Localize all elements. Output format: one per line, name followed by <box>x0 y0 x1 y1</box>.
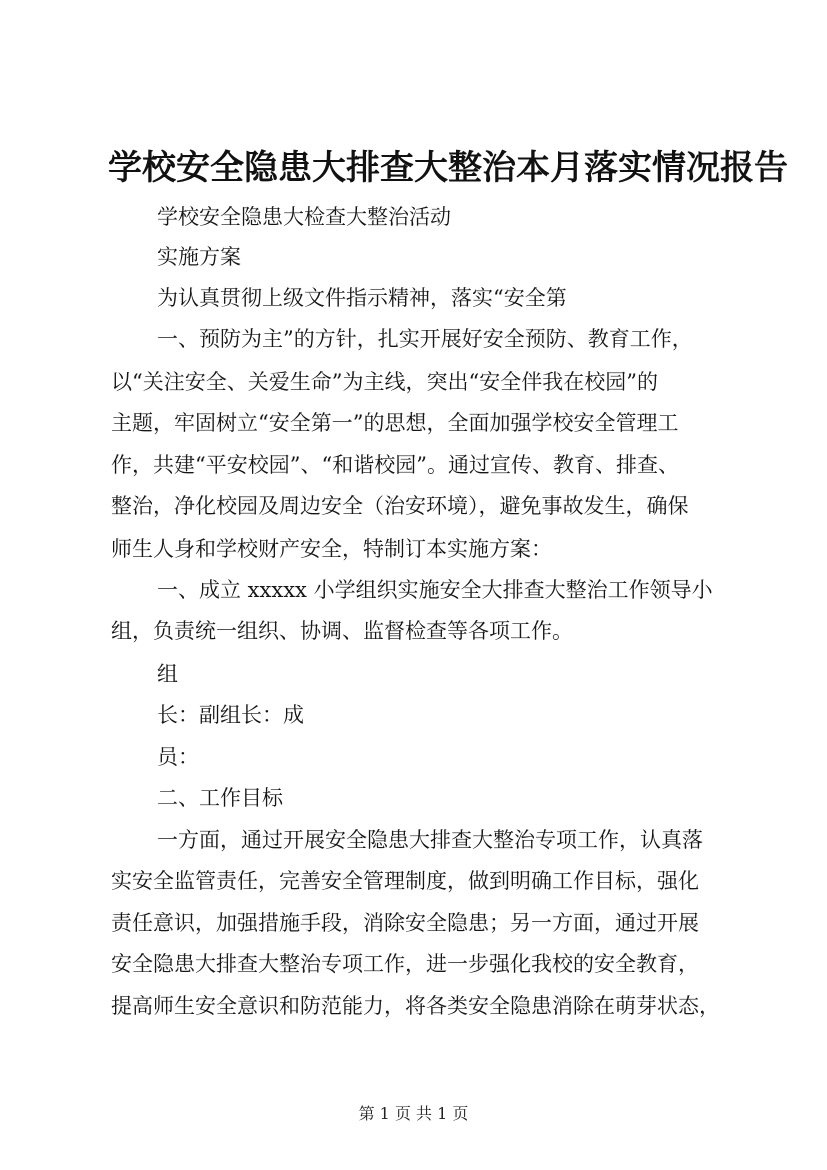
text-line-10: 一、成立 xxxxx 小学组织实施安全大排查大整治工作领导小 <box>157 578 713 602</box>
text-line-8: 整治，净化校园及周边安全（治安环境），避免事故发生，确保 <box>111 494 689 518</box>
text-line-7: 作，共建“平安校园”、“和谐校园”。通过宣传、教育、排查、 <box>111 453 679 477</box>
text-line-9: 师生人身和学校财产安全，特制订本实施方案： <box>111 537 552 561</box>
text-line-11: 组，负责统一组织、协调、监督检查等各项工作。 <box>111 619 573 643</box>
text-line-20: 提高师生安全意识和防范能力，将各类安全隐患消除在萌芽状态， <box>111 994 720 1018</box>
text-line-19: 安全隐患大排查大整治专项工作，进一步强化我校的安全教育， <box>111 952 699 976</box>
text-line-14: 员： <box>157 745 199 769</box>
text-line-16: 一方面，通过开展安全隐患大排查大整治专项工作，认真落 <box>157 828 703 852</box>
text-line-5: 以“关注安全、关爱生命”为主线，突出“安全伴我在校园”的 <box>111 370 658 394</box>
text-line-17: 实安全监管责任，完善安全管理制度，做到明确工作目标，强化 <box>111 869 699 893</box>
document-title: 学校安全隐患大排查大整治本月落实情况报告 <box>108 148 788 188</box>
text-line-12: 组 <box>157 662 178 686</box>
page-footer: 第 1 页 共 1 页 <box>358 1104 469 1123</box>
text-line-1: 学校安全隐患大检查大整治活动 <box>157 205 451 229</box>
text-line-13: 长：副组长：成 <box>157 703 304 727</box>
text-line-3: 为认真贯彻上级文件指示精神，落实“安全第 <box>157 286 567 310</box>
text-line-4: 一、预防为主”的方针，扎实开展好安全预防、教育工作， <box>157 327 693 351</box>
text-line-6: 主题，牢固树立“安全第一”的思想，全面加强学校安全管理工 <box>111 411 679 435</box>
text-line-15: 二、工作目标 <box>157 786 283 810</box>
text-line-18: 责任意识，加强措施手段，消除安全隐患；另一方面，通过开展 <box>111 911 699 935</box>
text-line-2: 实施方案 <box>157 245 241 269</box>
